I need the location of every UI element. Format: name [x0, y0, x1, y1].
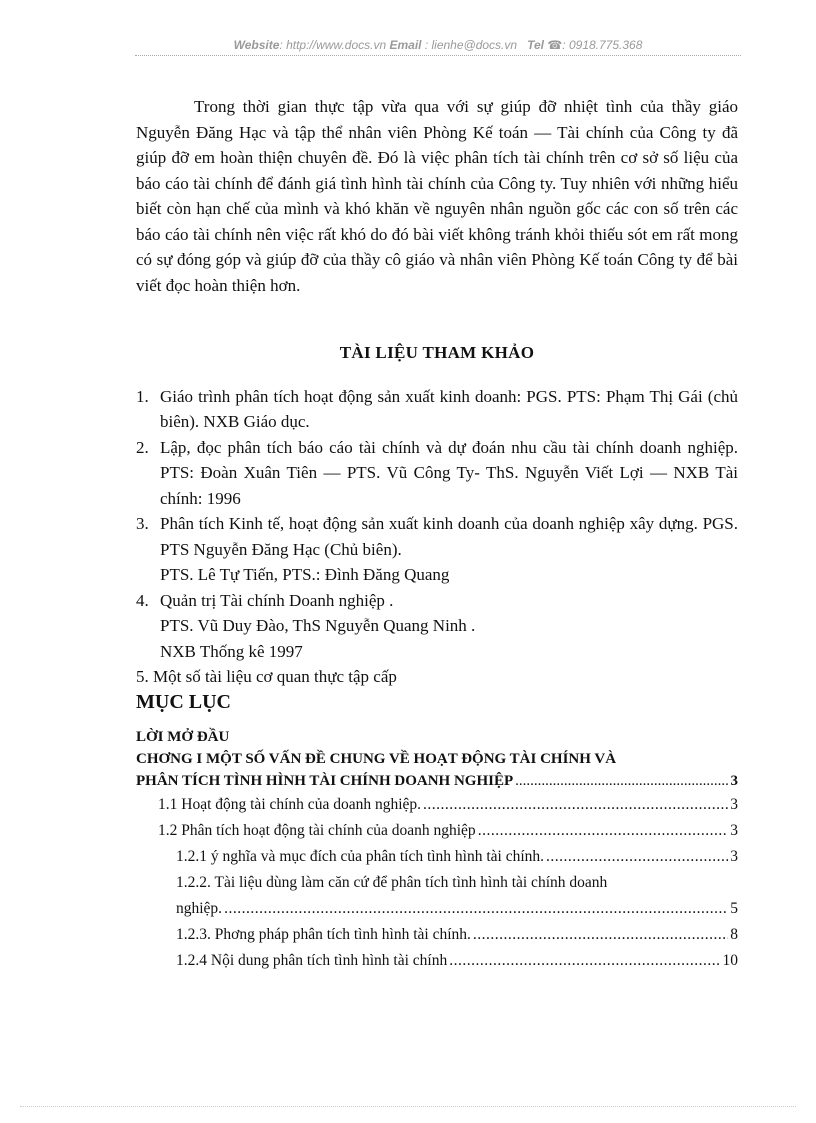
header-divider	[135, 55, 741, 56]
toc-leader	[546, 844, 728, 870]
phone-icon: ☎	[547, 38, 563, 52]
reference-item	[136, 384, 738, 435]
website-value[interactable]: : http://www.docs.vn	[279, 38, 387, 52]
reference-item	[136, 511, 738, 588]
page-content	[136, 94, 738, 974]
reference-text: PTS. Vũ Duy Đào, ThS Nguyễn Quang Ninh .	[160, 616, 476, 635]
toc-entry[interactable]	[136, 896, 738, 922]
toc-entry[interactable]	[136, 922, 738, 948]
toc-chapter-1[interactable]: CHƠNG I MỘT SỐ VẤN ĐỀ CHUNG VỀ HOẠT ĐỘNG TÀI CHÍNH VÀ	[136, 750, 617, 767]
toc-entry[interactable]	[136, 844, 738, 870]
reference-text: Lập, đọc phân tích báo cáo tài chính và dự đoán nhu cầu tài chính doanh nghiệp. PTS: Đoàn Xuân Tiên — PTS. Vũ Công Ty- ThS. Nguyễn Viết Lợi — NXB Tài chính: 1996	[160, 437, 738, 508]
reference-text: Phân tích Kinh tế, hoạt động sản xuất kinh doanh của doanh nghiệp xây dựng. PGS. PTS Nguyễn Đăng Hạc (Chủ biên).	[160, 514, 738, 559]
reference-text: NXB Thống kê 1997	[160, 641, 303, 661]
toc-entry[interactable]	[136, 792, 738, 818]
toc-entry-text: nghiệp.	[176, 899, 223, 917]
page-header	[135, 38, 741, 52]
toc-page-number: 3	[730, 795, 738, 813]
reference-item-5: 5. Một số tài liệu cơ quan thực tập cấp	[136, 667, 397, 686]
toc-entry-wrapped[interactable]: 1.2.2. Tài liệu dùng làm căn cứ để phân tích tình hình tài chính doanh	[176, 873, 608, 891]
toc-leader	[449, 948, 720, 974]
toc-page-number: 5	[730, 899, 738, 917]
toc-page-number: 3	[730, 821, 738, 839]
tel-label: Tel	[527, 38, 544, 52]
toc-leader	[473, 922, 728, 948]
intro-paragraph: Trong thời gian thực tập vừa qua với sự giúp đỡ nhiệt tình của thầy giáo Nguyễn Đăng Hạc và tập thể nhân viên Phòng Kế toán — Tài chính của Công ty đã giúp đỡ em hoàn thiện chuyên đề. Đó là việc phân tích tài chính trên cơ sở số liệu của báo cáo tài chính để đánh giá tình hình tài chính của Công ty. Tuy nhiên với những hiểu biết còn hạn chế của mình và khó khăn về nguyên nhân nguồn gốc các con số trên các báo cáo tài chính nên việc rất khó do đó bài viết không tránh khỏi thiếu sót em rất mong có sự đóng góp và giúp đỡ của thầy cô giáo và nhân viên Phòng Kế toán Công ty để bài viết đọc hoàn thiện hơn.	[136, 97, 738, 295]
toc-intro-heading[interactable]: LỜI MỞ ĐẦU	[136, 728, 230, 745]
website-label: Website	[233, 38, 280, 52]
reference-number: 1.	[136, 386, 149, 406]
footer-divider	[20, 1106, 796, 1107]
toc-leader	[478, 818, 729, 844]
reference-number: 4.	[136, 590, 149, 610]
email-label: Email	[389, 38, 422, 52]
toc-entry-text: 1.2 Phân tích hoạt động tài chính của doanh nghiệp	[158, 821, 476, 839]
references-title: TÀI LIỆU THAM KHẢO	[339, 343, 535, 362]
toc-entry-text: 1.2.3. Phơng pháp phân tích tình hình tài chính.	[176, 925, 471, 943]
toc-chapter-1-cont[interactable]	[136, 770, 738, 792]
reference-number: 3.	[136, 514, 149, 533]
toc-page-number: 10	[722, 951, 738, 969]
reference-text: Quản trị Tài chính Doanh nghiệp .	[160, 590, 394, 610]
reference-item	[136, 588, 738, 665]
toc-leader	[423, 792, 728, 818]
toc-leader	[224, 896, 728, 922]
toc-entry-text: 1.1 Hoạt động tài chính của doanh nghiệp.	[158, 795, 422, 813]
reference-text: Giáo trình phân tích hoạt động sản xuất kinh doanh: PGS. PTS: Phạm Thị Gái (chủ biên). NXB Giáo dục.	[160, 386, 738, 431]
toc-page-number: 8	[730, 925, 738, 943]
email-value[interactable]: : lienhe@docs.vn	[421, 38, 518, 52]
references-list	[136, 384, 738, 665]
tel-value: : 0918.775.368	[562, 38, 643, 52]
reference-item	[136, 435, 738, 512]
toc-page-number: 3	[730, 772, 738, 789]
toc-leader	[515, 770, 728, 792]
toc-chapter-1-title: PHÂN TÍCH TÌNH HÌNH TÀI CHÍNH DOANH NGHIỆP	[136, 772, 514, 789]
toc-entry[interactable]	[136, 818, 738, 844]
toc-entry-text: 1.2.1 ý nghĩa và mục đích của phân tích tình hình tài chính.	[176, 847, 545, 865]
toc-title: MỤC LỤC	[136, 690, 231, 713]
toc-entry[interactable]	[136, 948, 738, 974]
toc-entry-text: 1.2.4 Nội dung phân tích tình hình tài chính	[176, 951, 448, 969]
toc-page-number: 3	[730, 847, 738, 865]
reference-number: 2.	[136, 437, 149, 457]
reference-text: PTS. Lê Tự Tiến, PTS.: Đình Đăng Quang	[160, 565, 450, 584]
